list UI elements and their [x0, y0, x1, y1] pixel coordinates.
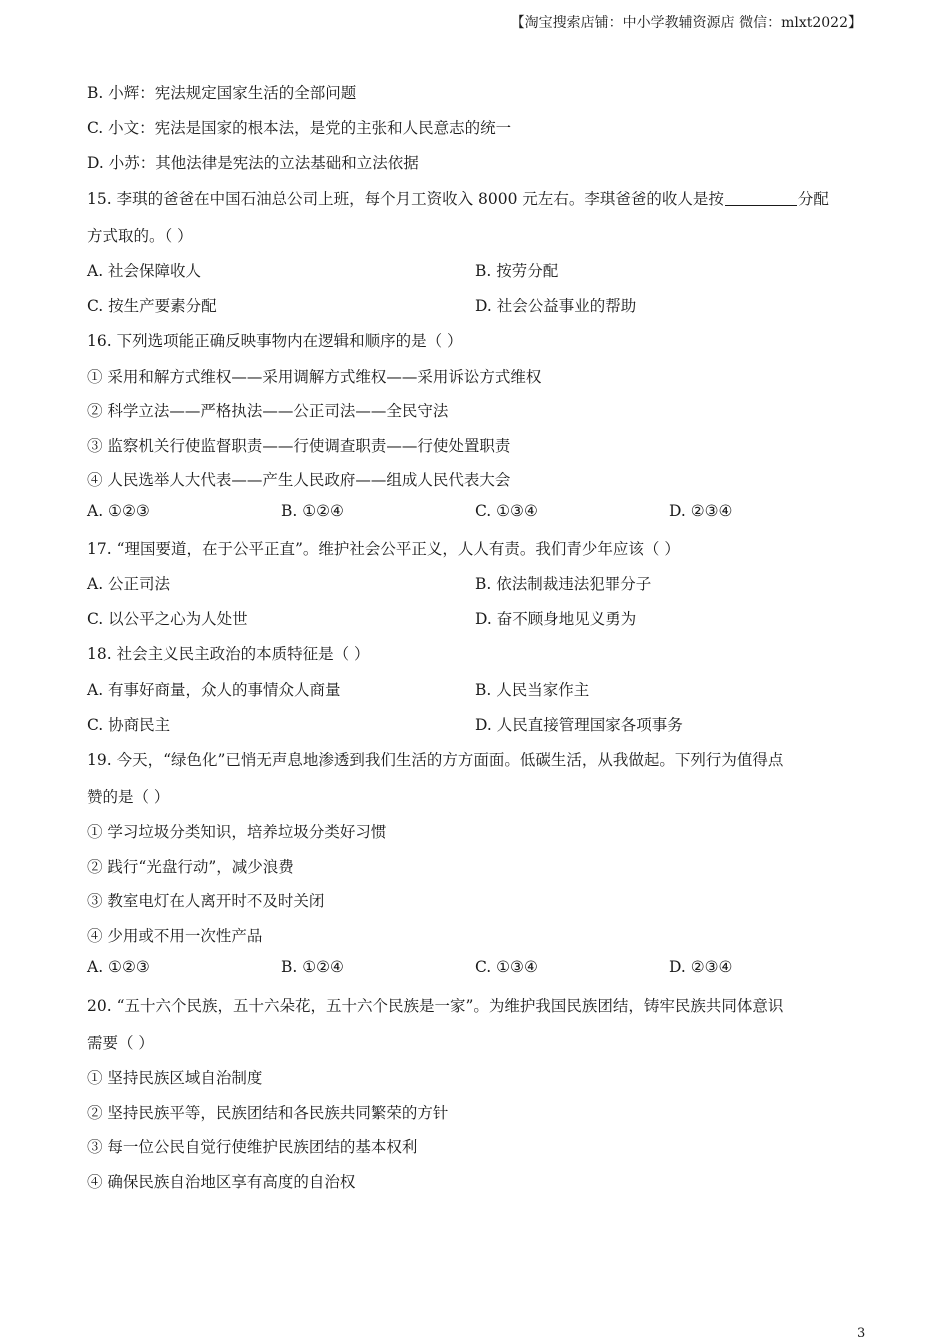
q20-stem-line2: 需要（ ）	[87, 1034, 154, 1052]
q18-option-d: D. 人民直接管理国家各项事务	[475, 716, 683, 734]
q19-option-c: C. ①③④	[475, 958, 538, 976]
q18-option-c: C. 协商民主	[87, 716, 171, 734]
q19-option-b: B. ①②④	[281, 958, 344, 976]
q14-option-d: D. 小苏：其他法律是宪法的立法基础和立法依据	[87, 154, 419, 172]
q17-option-d: D. 奋不顾身地见义勇为	[475, 610, 637, 628]
q19-item-3: ③ 教室电灯在人离开时不及时关闭	[87, 892, 325, 910]
q17-stem: 17. “理国要道，在于公平正直”。维护社会公平正义，人人有责。我们青少年应该（ ）	[87, 540, 680, 558]
q15-stem	[87, 187, 829, 209]
q15-stem-after: 分配	[797, 190, 829, 208]
q16-item-3: ③ 监察机关行使监督职责——行使调查职责——行使处置职责	[87, 437, 511, 455]
q16-option-d: D. ②③④	[669, 502, 733, 520]
q17-option-c: C. 以公平之心为人处世	[87, 610, 248, 628]
q19-item-2: ② 践行“光盘行动”，减少浪费	[87, 858, 294, 876]
q16-item-4: ④ 人民选举人大代表——产生人民政府——组成人民代表大会	[87, 471, 511, 489]
q20-item-2: ② 坚持民族平等，民族团结和各民族共同繁荣的方针	[87, 1104, 449, 1122]
q17-option-a: A. 公正司法	[87, 575, 171, 593]
q16-option-b: B. ①②④	[281, 502, 344, 520]
q20-stem-line1: 20. “五十六个民族，五十六朵花，五十六个民族是一家”。为维护我国民族团结，铸牢民族共同体意识	[87, 997, 784, 1015]
q15-stem-before: 15. 李琪的爸爸在中国石油总公司上班，每个月工资收入 8000 元左右。李琪爸爸的收人是按	[87, 190, 724, 208]
q19-stem-line1: 19. 今天，“绿色化”已悄无声息地渗透到我们生活的方方面面。低碳生活，从我做起。下列行为值得点	[87, 751, 784, 769]
q18-option-a: A. 有事好商量，众人的事情众人商量	[87, 681, 341, 699]
q19-item-4: ④ 少用或不用一次性产品	[87, 927, 263, 945]
fill-blank	[725, 190, 797, 207]
page-header: 【淘宝搜索店铺：中小学教辅资源店 微信：mlxt2022】	[510, 15, 862, 31]
q16-option-a: A. ①②③	[87, 502, 150, 520]
q17-option-b: B. 依法制裁违法犯罪分子	[475, 575, 652, 593]
q20-item-4: ④ 确保民族自治地区享有高度的自治权	[87, 1173, 356, 1191]
q19-option-a: A. ①②③	[87, 958, 150, 976]
q15-option-c: C. 按生产要素分配	[87, 297, 217, 315]
q15-option-a: A. 社会保障收人	[87, 262, 202, 280]
q16-item-2: ② 科学立法——严格执法——公正司法——全民守法	[87, 402, 449, 420]
page-number: 3	[857, 1326, 866, 1341]
q19-option-d: D. ②③④	[669, 958, 733, 976]
q14-option-c: C. 小文：宪法是国家的根本法，是党的主张和人民意志的统一	[87, 119, 512, 137]
q20-item-3: ③ 每一位公民自觉行使维护民族团结的基本权利	[87, 1138, 418, 1156]
q15-stem-line2: 方式取的。（ ）	[87, 227, 193, 245]
q16-item-1: ① 采用和解方式维权——采用调解方式维权——采用诉讼方式维权	[87, 368, 542, 386]
q15-option-b: B. 按劳分配	[475, 262, 559, 280]
q14-option-b: B. 小辉：宪法规定国家生活的全部问题	[87, 84, 357, 102]
q16-option-c: C. ①③④	[475, 502, 538, 520]
q18-stem: 18. 社会主义民主政治的本质特征是（ ）	[87, 645, 370, 663]
q15-option-d: D. 社会公益事业的帮助	[475, 297, 637, 315]
q19-item-1: ① 学习垃圾分类知识，培养垃圾分类好习惯	[87, 823, 387, 841]
q18-option-b: B. 人民当家作主	[475, 681, 590, 699]
q16-stem: 16. 下列选项能正确反映事物内在逻辑和顺序的是（ ）	[87, 332, 463, 350]
q20-item-1: ① 坚持民族区域自治制度	[87, 1069, 263, 1087]
q19-stem-line2: 赞的是（ ）	[87, 788, 170, 806]
